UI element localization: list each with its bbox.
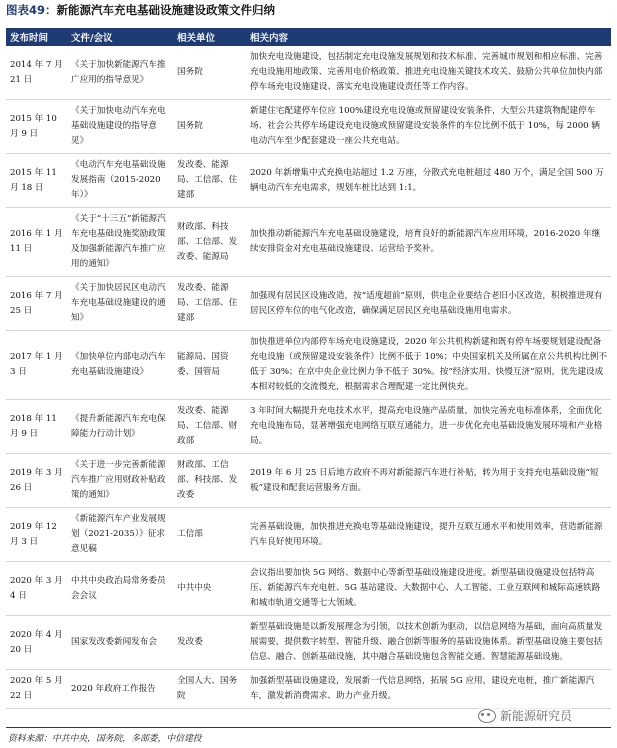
cell-content: 加快推进单位内部停车场充电设施建设，2020 年公共机构新建和既有停车场要规划建设配备充电设施（或预留建设安装条件）比例不低于 10%；中央国家机关及所属在京公共机构比例不低于 30%；在京中央企业比例力争不低于 30%。按“经济实用、快慢互济”原则，优先建设成本相对较低的交流慢充，根据需求合理配建一定比例快充。	[246, 331, 611, 400]
cell-content: 加快充电设施建设，包括制定充电设施发展规划和技术标准、完善城市规划和相应标准、完善充电设施用地政策、完善用电价格政策、推进充电设施关键技术攻关、鼓励公共单位加快内部停车场充电设施建设、落实充电设施建设责任等工作内容。	[246, 46, 611, 100]
cell-document: 中共中央政治局常务委员会会议	[67, 562, 173, 616]
cell-unit: 国务院	[173, 100, 246, 154]
cell-date: 2016 年 7 月 25 日	[6, 277, 67, 331]
cell-date: 2019 年 12 月 3 日	[6, 508, 67, 562]
cell-unit: 财政部、工信部、科技部、发改委	[173, 454, 246, 508]
table-row	[6, 154, 611, 208]
cell-content: 会议指出要加快 5G 网络、数据中心等新型基础设施建设进度。新型基础设施建设包括特高压、新能源汽车充电桩、5G 基站建设、大数据中心、人工智能、工业互联网和城际高速铁路和城市轨道交通等七大领域。	[246, 562, 611, 616]
table-row	[6, 208, 611, 277]
cell-document: 《新能源汽车产业发展规划（2021-2035）》征求意见稿	[67, 508, 173, 562]
cell-content: 2020 年新增集中式充换电站超过 1.2 万座，分散式充电桩超过 480 万个，满足全国 500 万辆电动汽车充电需求，规划车桩比达到 1:1。	[246, 154, 611, 208]
table-row	[6, 100, 611, 154]
table-row	[6, 277, 611, 331]
cell-unit: 国务院	[173, 46, 246, 100]
cell-content: 完善基础设施，加快推进充换电等基础设施建设，提升互联互通水平和使用效率，营造新能源汽车良好使用环境。	[246, 508, 611, 562]
header-unit: 相关单位	[173, 28, 246, 46]
cell-unit: 能源局、国资委、国管局	[173, 331, 246, 400]
cell-date: 2018 年 11 月 9 日	[6, 400, 67, 454]
cell-document: 《关于加快电动汽车充电基础设施建设的指导意见》	[67, 100, 173, 154]
cell-date: 2020 年 5 月 22 日	[6, 670, 67, 709]
wechat-icon	[478, 709, 496, 723]
table-row	[6, 454, 611, 508]
header-document: 文件/会议	[67, 28, 173, 46]
cell-content: 新型基础设施是以新发展理念为引领，以技术创新为驱动，以信息网络为基础，面向高质量发展需要，提供数字转型、智能升级、融合创新等服务的基础设施体系。新型基础设施主要包括信息、融合、创新基础设施，其中融合基础设施包含智能交通、智慧能源基础设施。	[246, 616, 611, 670]
table-header-row	[6, 28, 611, 46]
cell-unit: 全国人大、国务院	[173, 670, 246, 709]
table-row	[6, 670, 611, 709]
cell-content: 3 年时间大幅提升充电技术水平，提高充电设施产品质量，加快完善充电标准体系，全面优化充电设施布局，显著增强充电网络互联互通能力，进一步优化充电基础设施发展环境和产业格局。	[246, 400, 611, 454]
watermark	[478, 707, 572, 724]
cell-document: 《关于“十三五”新能源汽车充电基础设施奖励政策及加强新能源汽车推广应用的通知》	[67, 208, 173, 277]
cell-document: 《关于进一步完善新能源汽车推广应用财政补贴政策的通知》	[67, 454, 173, 508]
cell-date: 2020 年 4 月 20 日	[6, 616, 67, 670]
cell-date: 2020 年 3 月 4 日	[6, 562, 67, 616]
table-row	[6, 331, 611, 400]
cell-document: 《关于加快新能源汽车推广应用的指导意见》	[67, 46, 173, 100]
cell-content: 新建住宅配建停车位应 100%建设充电设施或预留建设安装条件，大型公共建筑物配建停车场、社会公共停车场建设充电设施或预留建设安装条件的车位比例不低于 10%，每 2000 辆电动汽车至少配套建设一座公共充电站。	[246, 100, 611, 154]
footer-divider	[6, 727, 611, 728]
cell-unit: 发改委、能源局、工信部、住建部	[173, 154, 246, 208]
cell-unit: 财政部、科技部、工信部、发改委、能源局	[173, 208, 246, 277]
figure-title-text: 新能源汽车充电基础设施建设政策文件归纳	[56, 3, 276, 17]
cell-date: 2017 年 1 月 3 日	[6, 331, 67, 400]
cell-content: 加强新型基础设施建设，发展新一代信息网络，拓展 5G 应用，建设充电桩，推广新能源汽车，激发新消费需求、助力产业升级。	[246, 670, 611, 709]
cell-document: 《提升新能源汽车充电保障能力行动计划》	[67, 400, 173, 454]
table-row	[6, 508, 611, 562]
watermark-text: 新能源研究员	[500, 709, 573, 723]
cell-date: 2016 年 1 月 11 日	[6, 208, 67, 277]
cell-content: 加强现有居民区设施改造，按“适度超前”原则，供电企业要结合老旧小区改造，积极推进现有居民区停车位的电气化改造，确保满足居民区充电基础设施用电需求。	[246, 277, 611, 331]
table-row	[6, 562, 611, 616]
cell-content: 2019 年 6 月 25 日后地方政府不再对新能源汽车进行补贴，转为用于支持充电基础设施“短板”建设和配套运营服务方面。	[246, 454, 611, 508]
cell-content: 加快推动新能源汽车充电基础设施建设，培育良好的新能源汽车应用环境，2016-2020 年继续安排资金对充电基础设施建设、运营给予奖补。	[246, 208, 611, 277]
table-row	[6, 616, 611, 670]
figure-label: 图表49：	[6, 3, 57, 17]
cell-unit: 发改委、能源局、工信部、财政部	[173, 400, 246, 454]
header-content: 相关内容	[246, 28, 611, 46]
table-row	[6, 400, 611, 454]
table-row	[6, 46, 611, 100]
cell-unit: 发改委	[173, 616, 246, 670]
cell-document: 国家发改委新闻发布会	[67, 616, 173, 670]
cell-document: 《关于加快居民区电动汽车充电基础设施建设的通知》	[67, 277, 173, 331]
cell-date: 2019 年 3 月 26 日	[6, 454, 67, 508]
cell-document: 2020 年政府工作报告	[67, 670, 173, 709]
policy-table	[6, 28, 611, 709]
source-note: 资料来源：中共中央，国务院，多部委，中信建投	[8, 734, 202, 744]
cell-document: 《电动汽车充电基础设施发展指南（2015-2020 年）》	[67, 154, 173, 208]
cell-document: 《加快单位内部电动汽车充电基础设施建设》	[67, 331, 173, 400]
figure-title	[6, 2, 275, 18]
cell-date: 2015 年 11 月 18 日	[6, 154, 67, 208]
cell-date: 2014 年 7 月 21 日	[6, 46, 67, 100]
header-date: 发布时间	[6, 28, 67, 46]
cell-date: 2015 年 10 月 9 日	[6, 100, 67, 154]
cell-unit: 发改委、能源局、工信部、住建部	[173, 277, 246, 331]
cell-unit: 中共中央	[173, 562, 246, 616]
cell-unit: 工信部	[173, 508, 246, 562]
